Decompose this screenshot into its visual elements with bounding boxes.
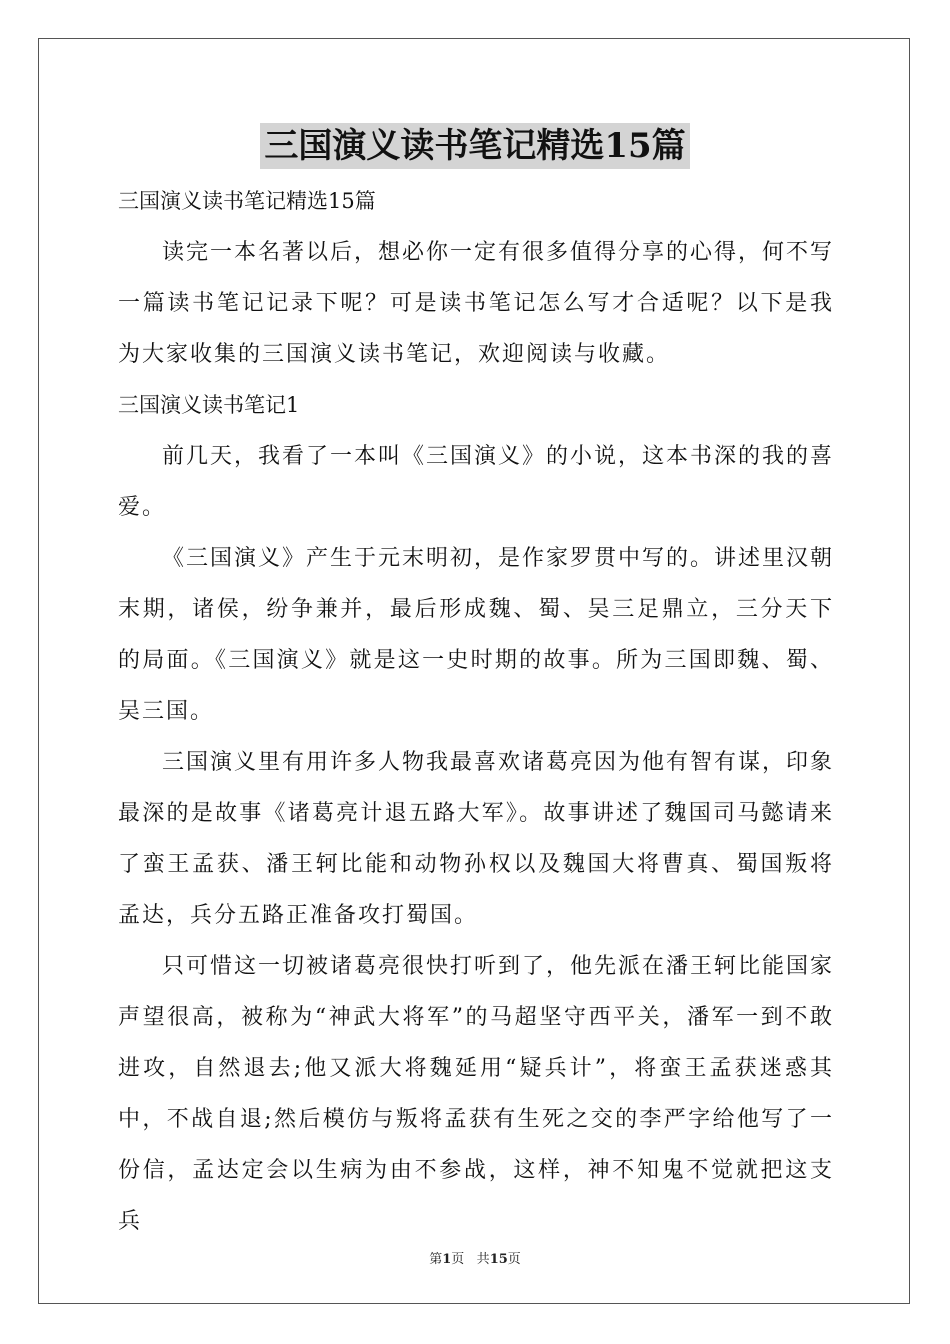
- document-title: 三国演义读书笔记精选15篇: [260, 123, 689, 169]
- body-paragraph: 前几天，我看了一本叫《三国演义》的小说，这本书深的我的喜爱。: [118, 444, 835, 520]
- body-paragraph: 《三国演义》产生于元末明初，是作家罗贯中写的。讲述里汉朝末期，诸侯，纷争兼并，最后形成魏、蜀、吴三足鼎立，三分天下的局面。《三国演义》就是这一史时期的故事。所为三国即魏、蜀、吴三国。: [118, 546, 835, 724]
- footer-page-number: 1: [442, 1252, 452, 1267]
- intro-paragraph: 读完一本名著以后，想必你一定有很多值得分享的心得，何不写一篇读书笔记记录下呢？可是读书笔记怎么写才合适呢？以下是我为大家收集的三国演义读书笔记，欢迎阅读与收藏。: [118, 240, 835, 367]
- document-subtitle: 三国演义读书笔记精选15篇: [118, 189, 376, 213]
- body-paragraph: 三国演义里有用许多人物我最喜欢诸葛亮因为他有智有谋，印象最深的是故事《诸葛亮计退五路大军》。故事讲述了魏国司马懿请来了蛮王孟获、潘王轲比能和动物孙权以及魏国大将曹真、蜀国叛将孟达，兵分五路正准备攻打蜀国。: [118, 750, 835, 928]
- footer-total-unit: 页: [507, 1252, 521, 1267]
- page-footer: [0, 1248, 950, 1267]
- title-container: [0, 123, 950, 169]
- body-paragraph: 只可惜这一切被诸葛亮很快打听到了，他先派在潘王轲比能国家声望很高，被称为“神武大将军”的马超坚守西平关，潘军一到不敢进攻，自然退去;他又派大将魏延用“疑兵计”，将蛮王孟获迷惑其中，不战自退;然后模仿与叛将孟获有生死之交的李严字给他写了一份信，孟达定会以生病为由不参战，这样，神不知鬼不觉就把这支兵: [118, 954, 835, 1234]
- footer-total-prefix: 共: [476, 1252, 490, 1267]
- footer-total-pages: 15: [489, 1252, 508, 1267]
- section-heading: 三国演义读书笔记1: [118, 393, 300, 417]
- footer-page-unit: 页: [451, 1252, 465, 1267]
- footer-prefix: 第: [429, 1252, 443, 1267]
- document-body: [118, 176, 834, 1247]
